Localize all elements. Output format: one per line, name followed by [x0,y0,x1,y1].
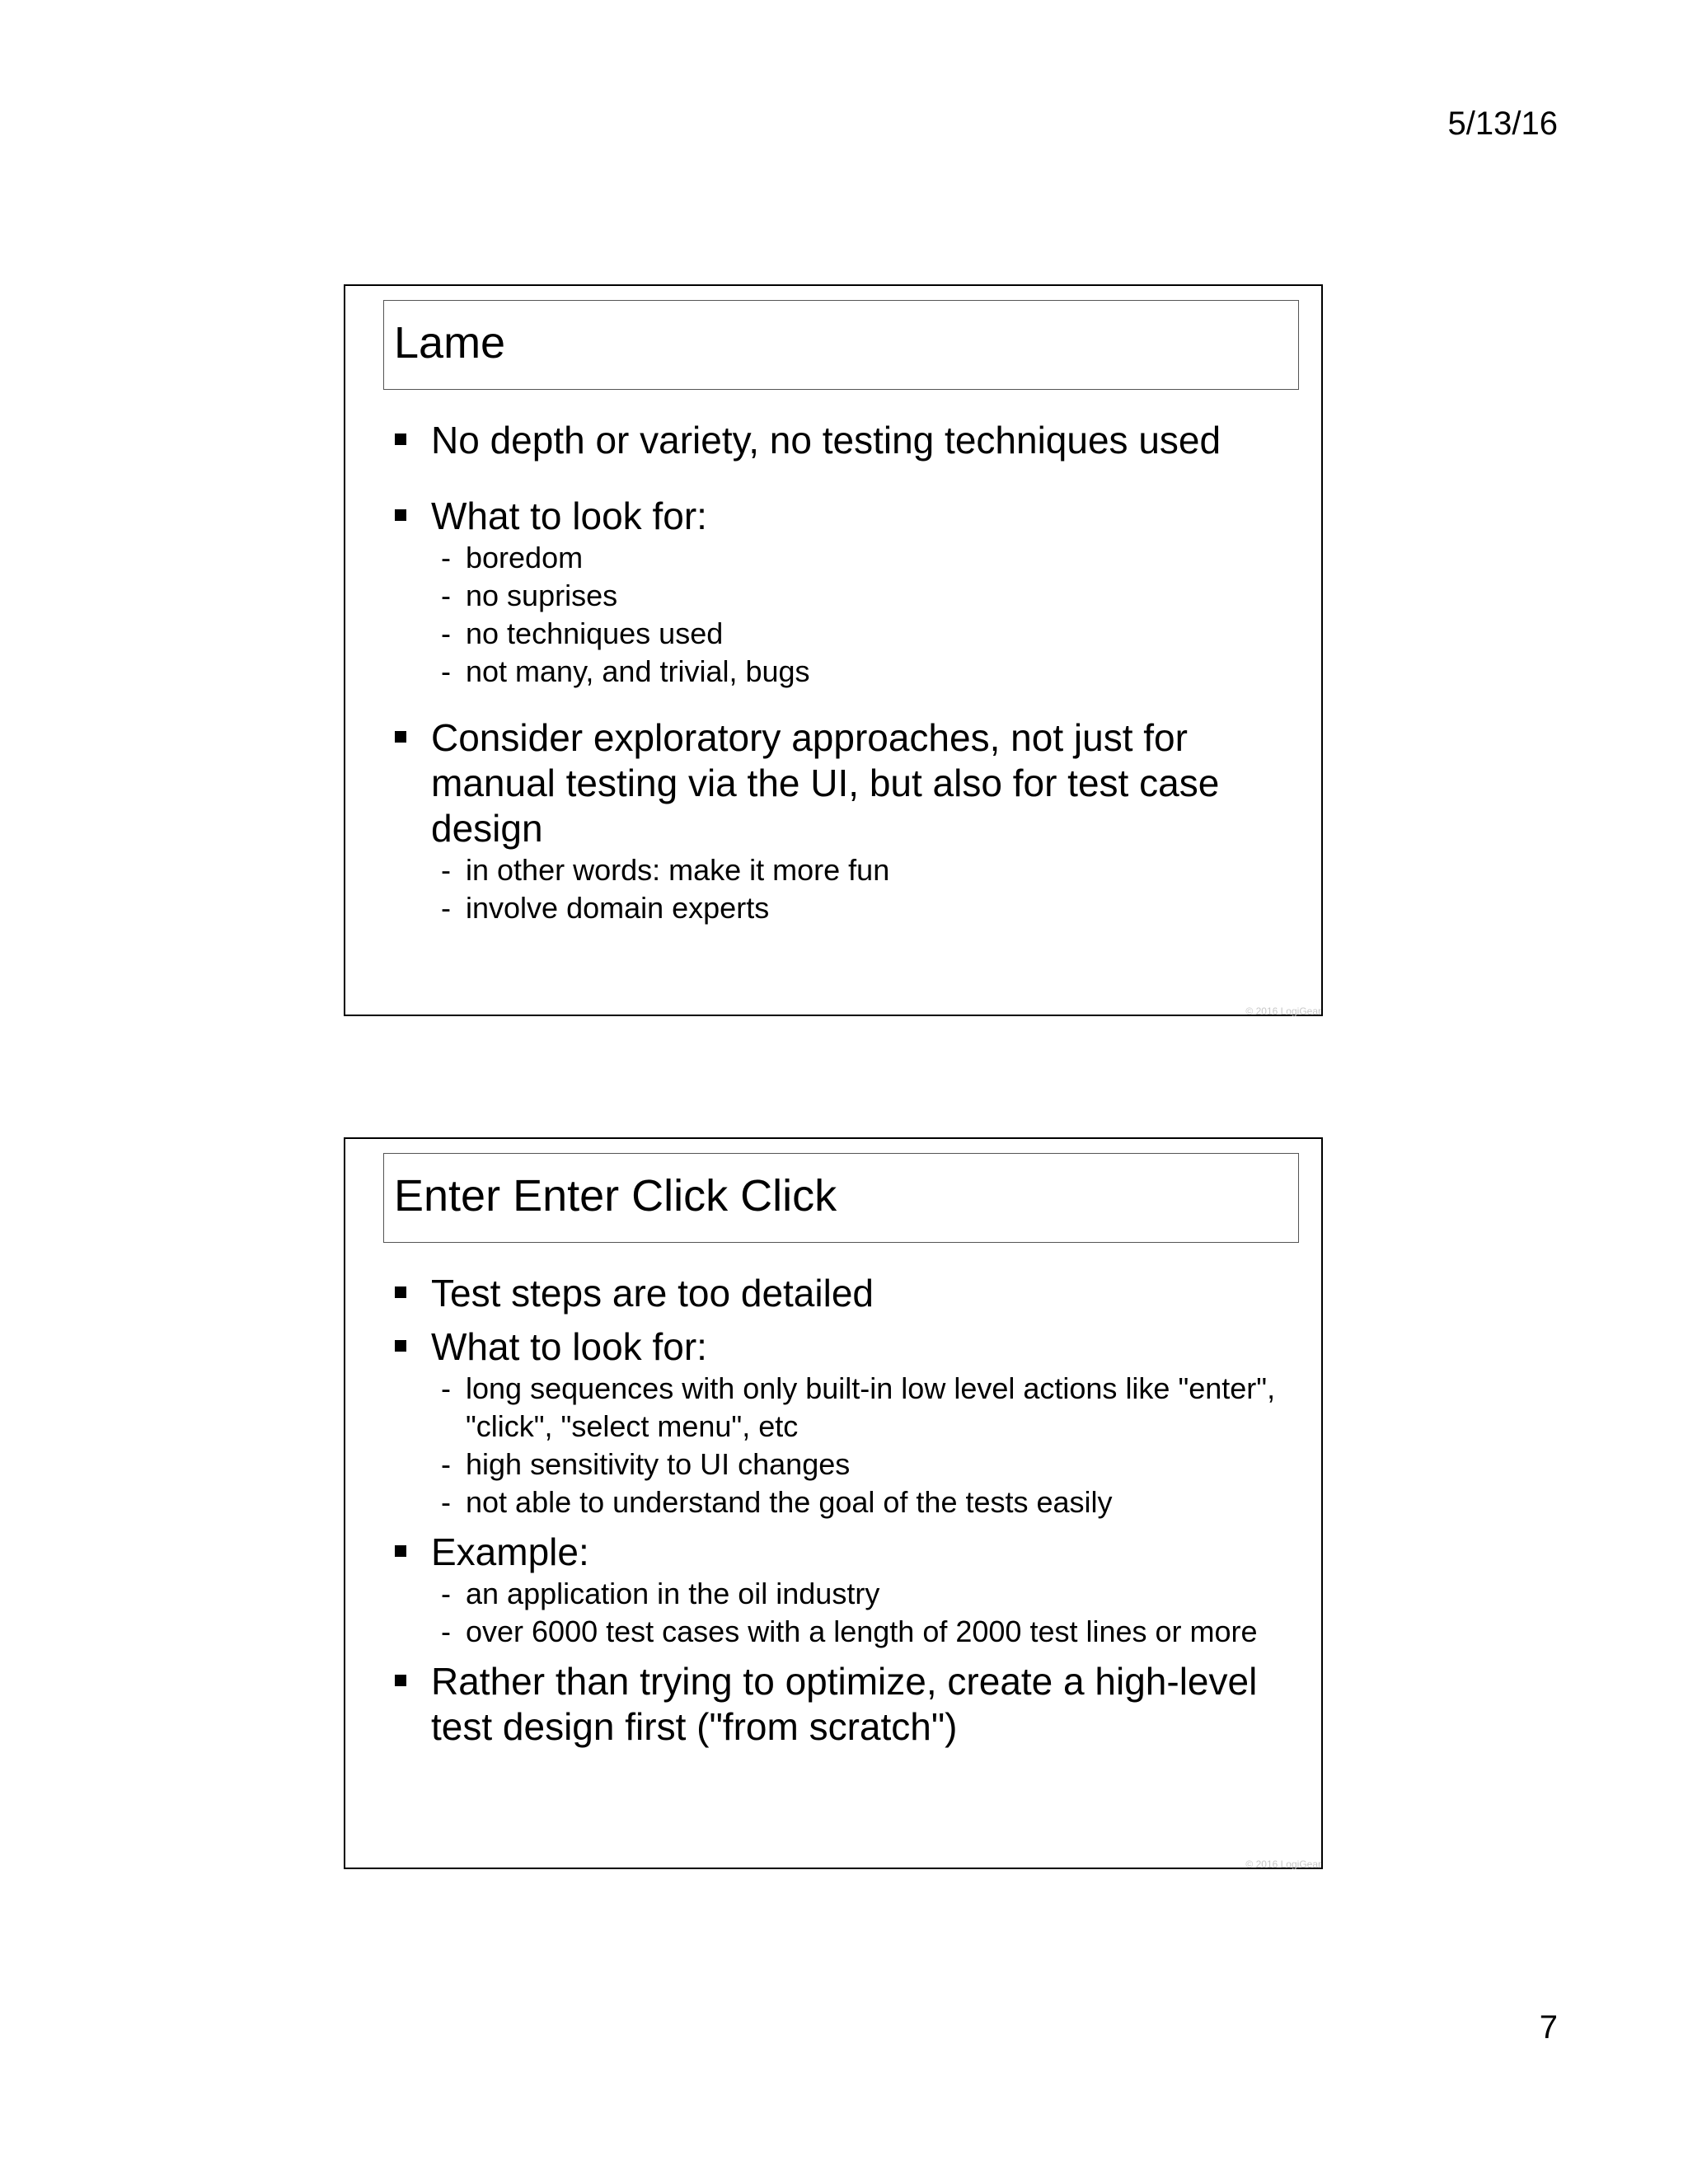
slide-title: Lame [394,317,506,368]
bullet-text: No depth or variety, no testing techniques used [431,419,1221,462]
dash-icon: - [441,891,451,925]
dash-icon: - [441,654,451,688]
dash-icon: - [441,1615,451,1648]
sub-bullet-text: no suprises [466,579,618,612]
sub-bullet-text: long sequences with only built-in low level actions like "enter", "click", "select menu", etc [466,1371,1276,1443]
sub-bullet-text: over 6000 test cases with a length of 2000 test lines or more [466,1615,1258,1648]
bullet-item [395,1530,1293,1575]
slide-title-box [383,300,1299,390]
bullet-item [395,1271,1293,1316]
sub-bullet-text: in other words: make it more fun [466,853,890,887]
bullet-item [395,1324,1293,1370]
sub-bullet-text: high sensitivity to UI changes [466,1447,851,1481]
bullet-item [395,1659,1293,1750]
sub-bullet-item [395,1446,1293,1483]
square-bullet-icon [395,434,406,445]
square-bullet-icon [395,1340,406,1352]
page-date: 5/13/16 [1447,105,1558,142]
square-bullet-icon [395,509,406,521]
slide-enter-enter-click-click [344,1137,1323,1869]
sub-bullet-item [395,539,1293,577]
copyright-watermark: © 2016 LogiGear [1245,1858,1321,1870]
sub-bullet-text: not many, and trivial, bugs [466,654,810,688]
square-bullet-icon [395,1286,406,1298]
sub-bullet-item [395,577,1293,615]
slide-lame [344,284,1323,1016]
sub-bullet-item [395,889,1293,927]
sub-bullet-item [395,1370,1293,1446]
page-number: 7 [1539,2009,1558,2046]
bullet-text: Consider exploratory approaches, not just for manual testing via the UI, but also for test case design [431,716,1220,850]
sub-bullet-item [395,1483,1293,1521]
dash-icon: - [441,853,451,887]
square-bullet-icon [395,1545,406,1557]
bullet-text: Example: [431,1530,589,1573]
slide-content [395,1271,1293,1750]
bullet-text: What to look for: [431,1325,707,1368]
sub-bullet-item [395,615,1293,653]
sub-bullet-text: an application in the oil industry [466,1577,880,1610]
slide-title-box [383,1153,1299,1243]
copyright-watermark: © 2016 LogiGear [1245,1005,1321,1017]
bullet-item [395,494,1293,539]
dash-icon: - [441,541,451,574]
dash-icon: - [441,579,451,612]
dash-icon: - [441,1485,451,1519]
sub-bullet-item [395,1613,1293,1651]
bullet-item [395,715,1293,851]
slide-title: Enter Enter Click Click [394,1170,837,1221]
bullet-item [395,418,1293,463]
sub-bullet-text: no techniques used [466,616,724,650]
slide-content [395,418,1293,927]
sub-bullet-text: involve domain experts [466,891,770,925]
bullet-text: Test steps are too detailed [431,1272,874,1315]
sub-bullet-text: boredom [466,541,584,574]
dash-icon: - [441,616,451,650]
dash-icon: - [441,1577,451,1610]
sub-bullet-item [395,851,1293,889]
square-bullet-icon [395,1675,406,1686]
sub-bullet-text: not able to understand the goal of the tests easily [466,1485,1113,1519]
bullet-text: Rather than trying to optimize, create a high-level test design first ("from scratch") [431,1660,1258,1748]
square-bullet-icon [395,731,406,743]
bullet-text: What to look for: [431,494,707,537]
sub-bullet-item [395,653,1293,691]
dash-icon: - [441,1447,451,1481]
dash-icon: - [441,1371,451,1405]
sub-bullet-item [395,1575,1293,1613]
